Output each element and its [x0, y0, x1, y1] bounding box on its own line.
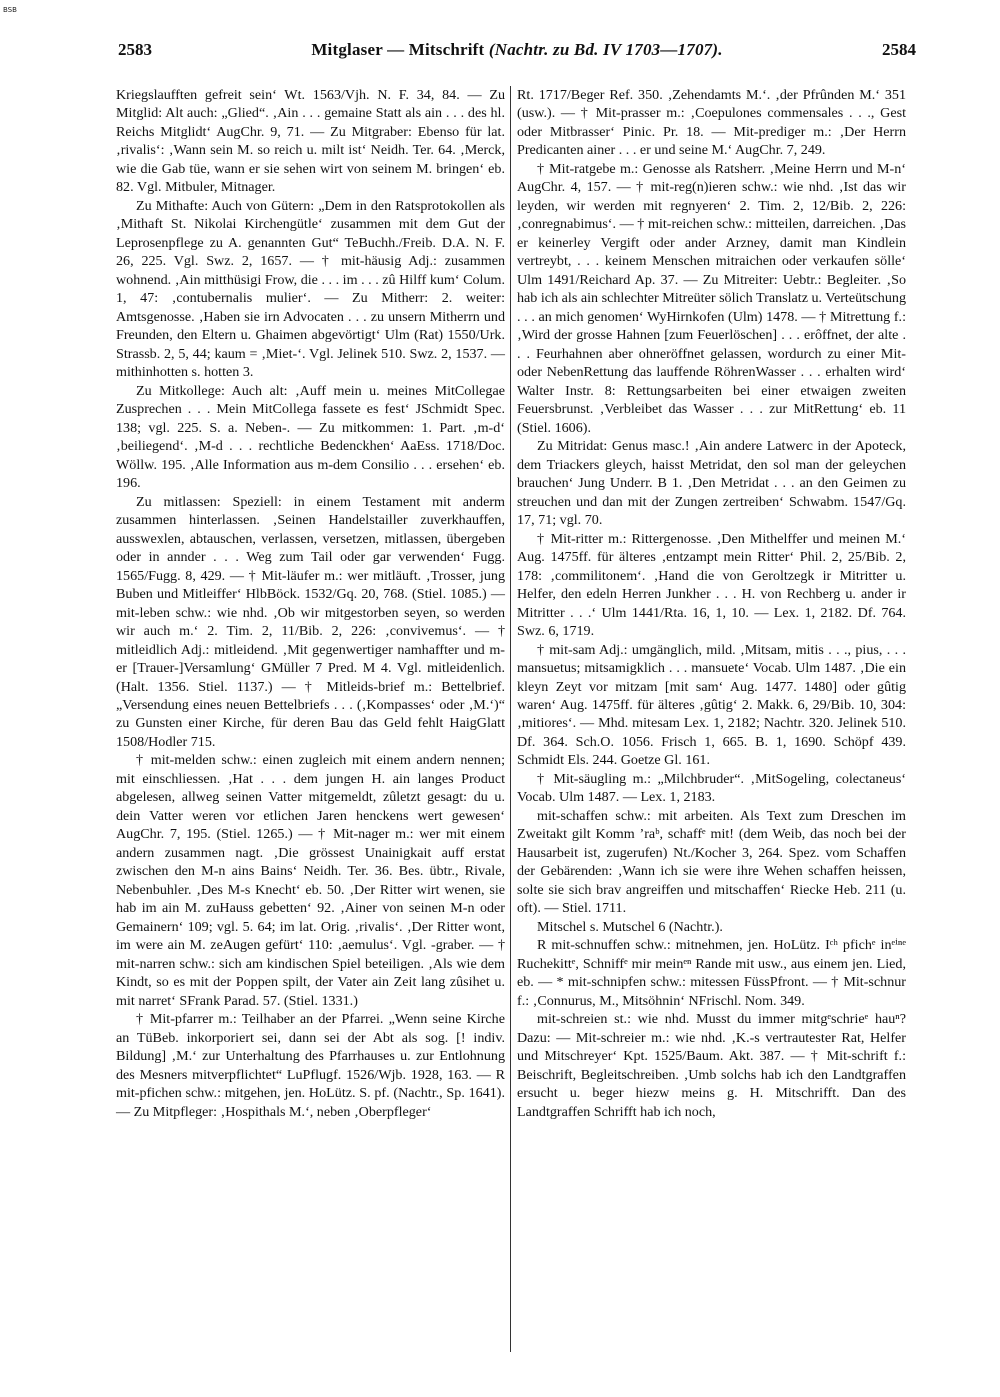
column-divider: [510, 86, 511, 1352]
entry-paragraph: † Mit-pfarrer m.: Teilhaber an der Pfarrei. „Wenn seine Kirche an TüBeb. inkorporiert sei, dann sei der Abt als sog. [! indiv. Bildung] ‚M.‘ zur Unterhaltung des Pfarrhauses u. zur Entlohnung des Mesners mitverpflichtet“ LuPflugf. 1526/Wjb. 1928, 163. — R mit-pfichen schw.: mitgehen, jen. HoLütz. S. pf. (Nachtr., Sp. 1641). — Zu Mitpfleger: ‚Hospithals M.‘, neben ‚Oberpfleger‘: [116, 1011, 505, 1120]
entry-paragraph: Mitschel s. Mutschel 6 (Nachtr.).: [537, 918, 723, 935]
right-column: [517, 86, 906, 1121]
entry-paragraph: mit-schaffen schw.: mit arbeiten. Als Text zum Dreschen im Zweitakt gilt Komm ’raᵇ, schaffᵉ mit! (dem Weib, das noch bei der Hausarbeit ist, zugerufen) Nt./Kocher 3, 264. Spez. vom Schaffen der Gebärenden: ‚Wann ich sie were ihre Wehen schaffen heissen, solte sie sich brav angreiffen und mitschaffen‘ Riecke Heb. 211 (u. oft). — Stiel. 1711.: [517, 807, 906, 917]
entry-paragraph: † Mit-säugling m.: „Milchbruder“. ‚MitSogeling, colectaneus‘ Vocab. Ulm 1487. — Lex. 1, 2183.: [517, 770, 906, 806]
entry-paragraph: † Mit-ritter m.: Rittergenosse. ‚Den Mithelffer und meinen M.‘ Aug. 1475ff. für älteres ‚entzampt mein Ritter‘ Phil. 2, 25/Bib. 2, 178: ‚commilitonem‘. ‚Hand die von Geroltzegk ir Mitritter u. Helfer, den edeln Herren Junkher . . . H. von Rechberg u. ander ir Mitritter . . .‘ Ulm 1441/Rta. 16, 1, 10. — Lex. 1, 2182. Df. 764. Swz. 6, 1719.: [517, 530, 906, 640]
entry-paragraph: mit-schreien st.: wie nhd. Musst du immer mitgᵉschrieᵉ hauⁿ? Dazu: — Mit-schreier m.: wie nhd. ‚K.-s vertrautester Rat, Helfer und Mitschreyer‘ Kpt. 1525/Baum. Akt. 387. — † Mit-schrift f.: Beischrift, Begleitschreiben. ‚Umb solchs hab ich den Landtgraffen ersucht u. beger hiezw meins g. H. Mitschrifft. Dan des Landtgraffen Schrifft hab ich noch,: [517, 1011, 906, 1120]
entry-paragraph: Zu Mitridat: Genus masc.! ‚Ain andere Latwerc in der Apoteck, dem Triackers gleych, haisst Metridat, den sol man der geleychen brauchen‘ Jung Underr. B 1. ‚Den Metridat . . . an den Geimen zu streuchen und dan mit der Zungen zertreiben‘ Schwabm. 1547/Gq. 17, 71; vgl. 70.: [517, 438, 906, 529]
running-title: [118, 40, 916, 60]
entry-paragraph: † Mit-ratgebe m.: Genosse als Ratsherr. ‚Meine Herrn und M-n‘ AugChr. 4, 157. — † mit-reg(n)ieren schw.: wie nhd. ‚Ist das wir leyden, wir werden mit regnyeren‘ 2. Tim. 2, 12/Bib. 2, 226: ‚conregnabimus‘. — † mit-reichen schw.: mitteilen, darreichen. ‚Das er keinerley Vergift oder ander Arzney, damit man Kindlein vertreybt, . . . keinem Menschen mitraichen oder verkaufen sölle‘ Ulm 1491/Reichard Ap. 37. — Zu Mitreiter: Uebtr.: Begleiter. ‚So hab ich als ain schlechter Mitreüter sölich Translatz u. Verteütschung . . . an mich genomen‘ WyHirnkofen (Ulm) 1478. — † Mitrettung f.: ‚Wird der grosse Hahnen [zum Feuerlöschen] . . . erôffnet, der alte . . . Feurhahnen aber ohneröffnet gelassen, wordurch zu einer Mit- oder NebenRettung das lauffende RöhrenWasser . . . erhalten wird‘ Walter Instr. 8: Rettungsarbeiten bei einer etwaigen zweiten Feuersbrunst. ‚Verbleibet das Wasser . . . zur MitRettung‘ eb. 11 (Stiel. 1606).: [517, 160, 906, 436]
entry-paragraph: Zu mitlassen: Speziell: in einem Testament mit anderm zusammen hinterlassen. ‚Seinen Handelstailler zuverkhauffen, ausswexlen, abtauschen, verlassen, versetzen, mitlassen, übergeben oder in annder . . . Weg zum Tail oder gar verwenden‘ Fugg. 1565/Fugg. 8, 429. — † Mit-läufer m.: wer mitläuft. ‚Trosser, jung Buben und Mitleiffer‘ HlbBöck. 1532/Gq. 20, 768. (Stiel. 1085.) — mit-leben schw.: wie nhd. ‚Ob wir mitgestorben seyen, so werden wir auch m.‘ 2. Tim. 2, 11/Bib. 2, 226: ‚convivemus‘. — † mitleidlich Adj.: mitleidend. ‚Mit gegenwertiger namhaffter und m-er [Trauer-]Versamlung‘ GMüller 7 Pred. M 4. Vgl. mitleidenlich. (Halt. 1356. Stiel. 1137.) — † Mitleids-brief m.: Bettelbrief. „Versendung eines neuen Bettelbriefs . . . (‚Kompasses‘ oder ‚M.‘)“ zu Gunsten einer Kirche, für deren Bau das Geld fehlt HaigGlatt 1508/Hodler 715.: [116, 493, 505, 750]
library-stamp: BSB: [3, 6, 17, 14]
entry-paragraph: † mit-melden schw.: einen zugleich mit einem andern nennen; mit einschliessen. ‚Hat . . . dem jungen H. ain langes Product abgelesen, allweg seinen Vatter mitgemeldt, zûletzt gesagt: du u. dein Vatter weren vor etlichen Jaren henckens wert gewesen‘ AugChr. 7, 195. (Stiel. 1265.) — † Mit-nager m.: wer mit einem andern zusammen nagt. ‚Die grössest Unainigkait auff erstat zwischen den M-n ains Bains‘ Neidh. Ter. 36. Bes. übtr., Rivale, Nebenbuhler. ‚Des M-s Knecht‘ eb. 50. ‚Der Ritter wirt wenen, sie hab im ain M. zuHauss gebetten‘ 92. ‚Ainer von seinen M-n oder Gemainern‘ 109; vgl. 5. 64; im lat. Orig. ‚rivalis‘. ‚Der Ritter wont, im were ain M. zeAugen gefürt‘ 110: ‚aemulus‘. Vgl. -graber. — † mit-narren schw.: sich am kindischen Spiel beteiligen. ‚Als wie dem Kindt, so es mit der Poppen spilt, der Vater ain Zeit lang zûsihet u. mit narret‘ SFrank Parad. 57. (Stiel. 1331.): [116, 752, 505, 1009]
entry-paragraph: Kriegslaufften gefreit sein‘ Wt. 1563/Vjh. N. F. 34, 84. — Zu Mitglid: Alt auch: „Glied“. ‚Ain . . . gemaine Statt als ain . . . des hl. Reichs Mitglidt‘ AugChr. 9, 71. — Zu Mitgraber: Ebenso für lat. ‚rivalis‘: ‚Wann sein M. so reich u. milt ist‘ Neidh. Ter. 64. ‚Merck, wie die Gab tüe, wann er sie sehen wirt von seinem M. bringen‘ eb. 82. Vgl. Mitbuler, Mitnager.: [116, 87, 505, 196]
entry-paragraph: Rt. 1717/Beger Ref. 350. ‚Zehendamts M.‘. ‚der Pfrûnden M.‘ 351 (usw.). — † Mit-prasser m.: ‚Coepulones commensales . . ., Gest oder Mitbrasser‘ Pinic. Pr. 18. — Mit-prediger m.: ‚Der Herrn Predicanten ainer . . . er und seine M.‘ AugChr. 7, 249.: [517, 87, 906, 159]
page-number-right: 2584: [882, 40, 916, 59]
page-number-left: 2583: [118, 40, 152, 59]
entry-paragraph: Zu Mitkollege: Auch alt: ‚Auff mein u. meines MitCollegae Zusprechen . . . Mein MitCollega fassete es fest‘ JSchmidt Spec. 138; vgl. 225. S. a. Neben-. — Zu mitkommen: 1. Part. ‚m-d‘ ‚beiliegend‘. ‚M-d . . . rechtliche Bedenckhen‘ AaEss. 1718/Doc. Wöllw. 195. ‚Alle Information aus m-dem Consilio . . . ersehen‘ eb. 196.: [116, 382, 505, 492]
page-header: [118, 40, 916, 64]
running-title-note: (Nachtr. zu Bd. IV 1703—1707).: [488, 40, 723, 59]
entry-paragraph: R mit-schnuffen schw.: mitnehmen, jen. HoLütz. Iᶜʰ pfichᵉ inᵉⁱⁿᵉ Ruchekittᵉ, Schniffᵉ mir meinᵉⁿ Rande mit usw., aus einem jen. Lied, eb. — * mit-schnipfen schw.: mitessen FüssPfront. — † Mit-schnur f.: ‚Connurus, M., Mitsöhnin‘ NFrischl. Nom. 349.: [517, 937, 906, 1009]
entry-paragraph: † mit-sam Adj.: umgänglich, mild. ‚Mitsam, mitis . . ., pius, . . . mansuetus; mitsamigklich . . . mansuete‘ Vocab. Ulm 1487. ‚Die ein kleyn Zeyt vor mitzam [mit sam‘ Aug. 1477. 1480] oder gûtig waren‘ Aug. 1475ff. für älteres ‚gûtig‘ 2. Makk. 6, 29/Bib. 10, 304: ‚mitiores‘. — Mhd. mitesam Lex. 1, 2182; Nachtr. 320. Jelinek 510. Df. 364. Sch.O. 1056. Frisch 1, 665. B. 1, 1690. Schöpf 439. Schmidt Els. 244. Goetze Gl. 161.: [517, 641, 906, 769]
entry-paragraph: Zu Mithafte: Auch von Gütern: „Dem in den Ratsprotokollen als ‚Mithaft St. Nikolai Kirchengütle‘ zusammen mit dem Gut der Leprosenpflege zu A. genannten Gut“ TeBuchh./Freib. D.A. N. F. 26, 225. Vgl. Swz. 2, 1657. — † mit-häusig Adj.: zusammen wohnend. ‚Ain mitthüsigi Frow, die . . . im . . . zû Hilff kum‘ Colum. 1, 47: ‚contubernalis mulier‘. — Zu Mitherr: 2. weiter: Amtsgenosse. ‚Haben sie irn Advocaten . . . zu unsern Mitherrn und Freunden, den Eltern u. Ghaimen abgevörtigt‘ Ulm (Rat) 1550/Urk. Strassb. 2, 5, 44; kaum = ‚Miet-‘. Vgl. Jelinek 510. Swz. 2, 1537. — mithinhotten s. hotten 3.: [116, 197, 505, 381]
running-title-main: Mitglaser — Mitschrift: [311, 40, 485, 59]
left-column: [116, 86, 505, 1121]
